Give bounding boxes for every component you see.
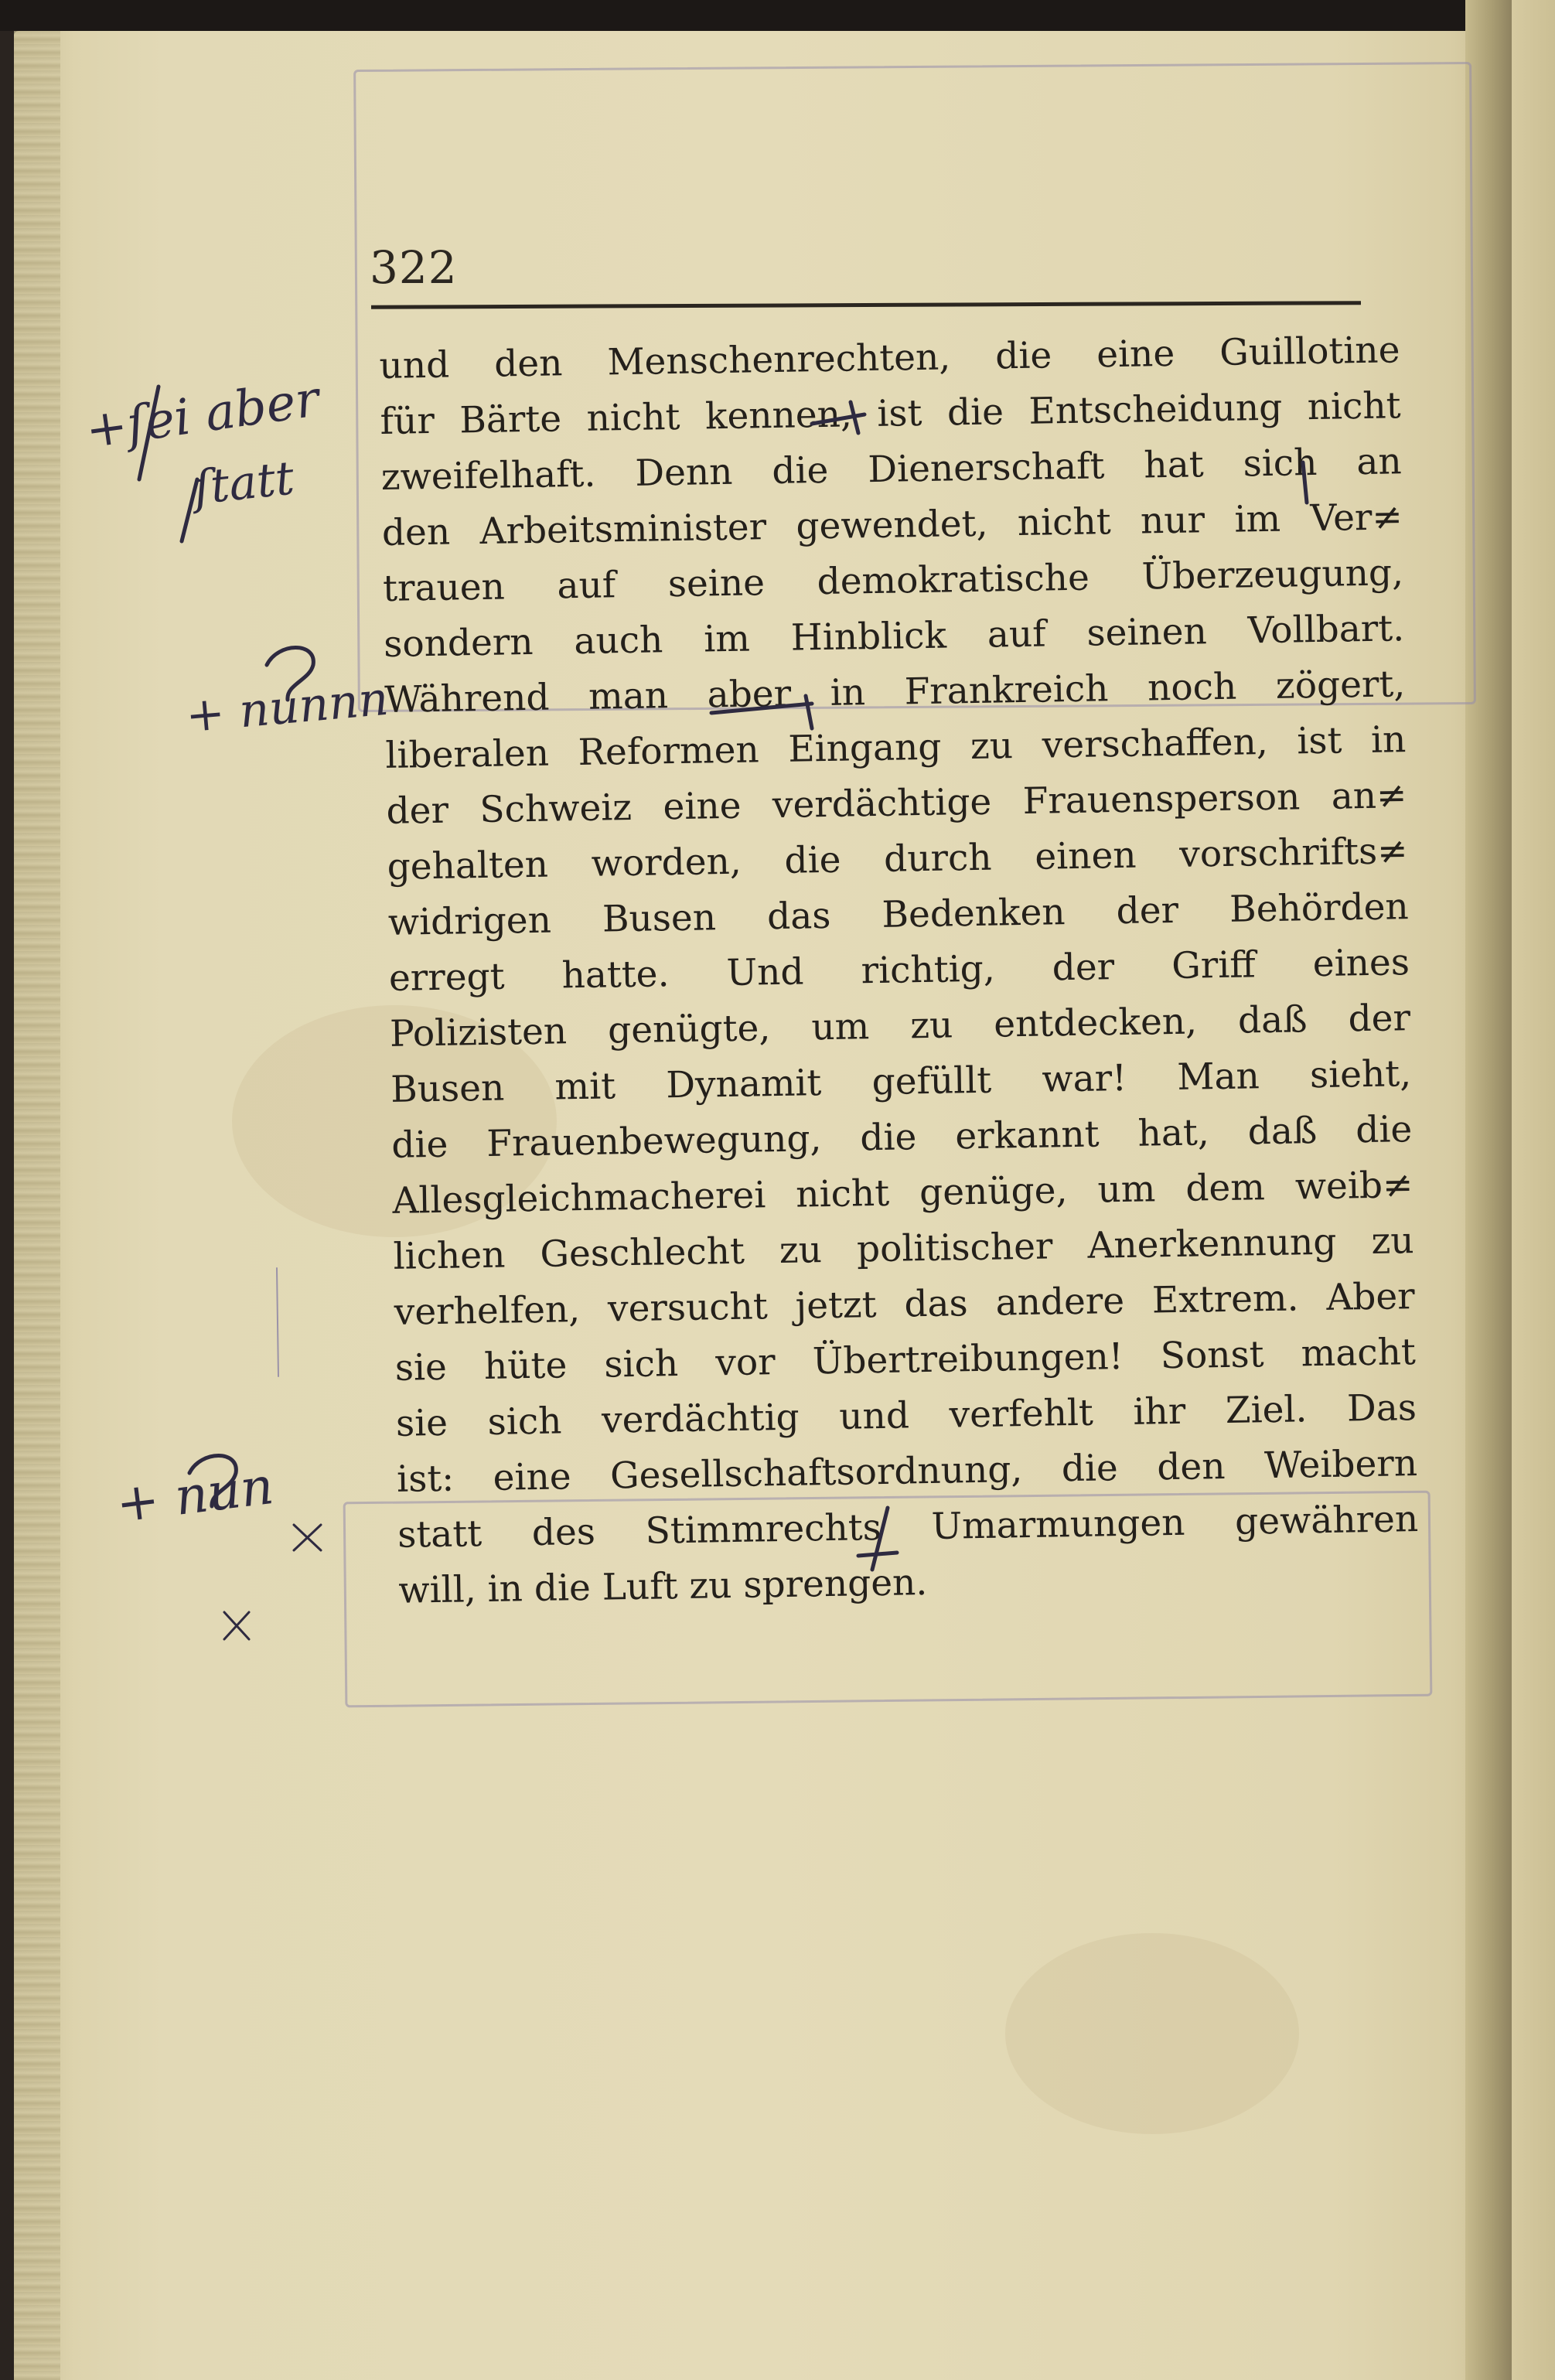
correction-stroke-mark — [858, 1553, 897, 1556]
text-line: trauen auf seine demokratische Überzeugung, — [382, 551, 1404, 610]
margin-slash-mark — [139, 387, 159, 479]
text-line: Allesgleichmacherei nicht genüge, um dem weib≠ — [392, 1164, 1413, 1222]
text-line: erregt hatte. Und richtig, der Griff eines — [388, 941, 1410, 1000]
text-line: Während man aber in Frankreich noch zögert, — [384, 663, 1406, 721]
text-line: will, in die Luft zu sprengen. — [398, 1561, 928, 1612]
text-line: sie hüte sich vor Übertreibungen! Sonst macht — [394, 1331, 1417, 1389]
text-line: sie sich verdächtig und verfehlt ihr Ziel. Das — [395, 1386, 1417, 1445]
text-line: und den Menschenrechten, die eine Guillotine — [379, 329, 1400, 387]
correction-stroke-mark — [1303, 462, 1307, 503]
query-mark — [189, 1456, 236, 1507]
text-line: sondern auch im Hinblick auf seinen Vollbart. — [383, 607, 1405, 666]
text-line: widrigen Busen das Bedenken der Behörden — [387, 885, 1410, 944]
margin-note-correction: + nunnn — [183, 671, 391, 744]
text-line: lichen Geschlecht zu politischer Anerkennung zu — [393, 1219, 1414, 1278]
text-line: Busen mit Dynamit gefüllt war! Man sieht, — [390, 1052, 1412, 1111]
text-line: Polizisten genügte, um zu entdecken, daß der — [389, 997, 1411, 1055]
text-line: verhelfen, versucht jetzt das andere Extrem. Aber — [394, 1275, 1416, 1334]
query-mark — [267, 648, 313, 701]
text-line: der Schweiz eine verdächtige Frauensperson an≠ — [386, 774, 1407, 833]
text-line: die Frauenbewegung, die erkannt hat, daß die — [390, 1108, 1413, 1167]
text-line: für Bärte nicht kennen, ist die Entscheidung nicht — [380, 384, 1401, 443]
margin-slash-mark — [182, 479, 197, 541]
x-mark — [224, 1612, 249, 1639]
insert-caret-mark — [872, 1508, 888, 1570]
margin-note-correction: +ſei aber — [82, 370, 323, 460]
text-line: ist: eine Gesellschaftsordnung, die den Weibern — [396, 1442, 1418, 1501]
text-line: den Arbeitsminister gewendet, nicht nur im Ver≠ — [381, 496, 1403, 554]
pencil-tick-mark — [277, 1268, 278, 1376]
correction-stroke-mark — [806, 696, 812, 728]
margin-note-correction: + nun — [113, 1455, 277, 1535]
text-line: liberalen Reformen Eingang zu verschaffen, ist in — [385, 718, 1407, 777]
text-line: zweifelhaft. Denn die Dienerschaft hat sich an — [380, 440, 1403, 499]
text-line: statt des Stimmrechts Umarmungen gewähren — [397, 1498, 1419, 1557]
margin-note-correction: ſtatt — [190, 451, 297, 516]
strikethrough-mark — [711, 704, 812, 713]
x-mark — [294, 1525, 321, 1550]
text-line: gehalten worden, die durch einen vorschrifts≠ — [387, 830, 1409, 888]
page-number: 322 — [370, 241, 458, 294]
